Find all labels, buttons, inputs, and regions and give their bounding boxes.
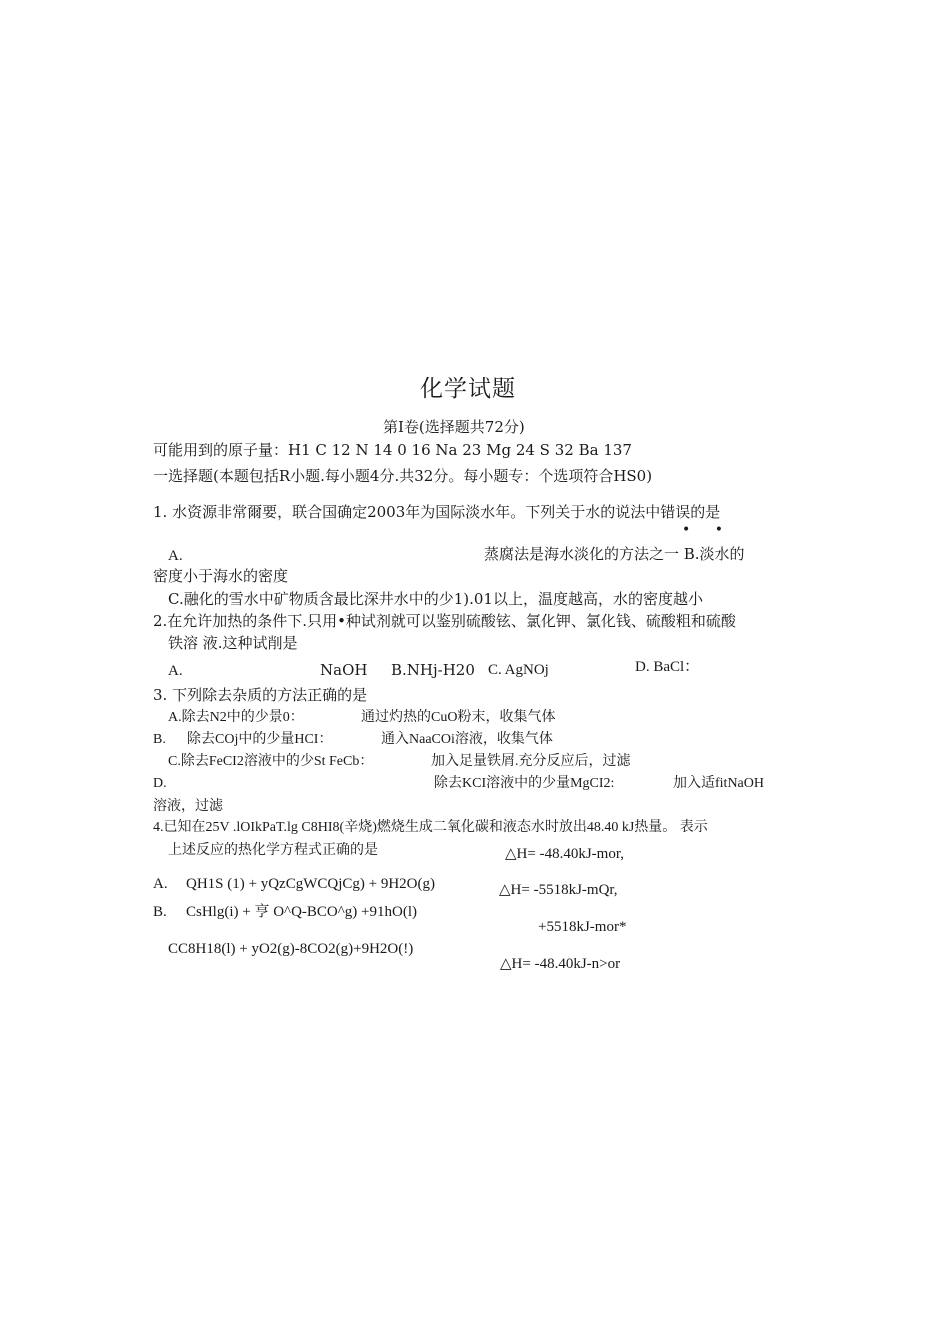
q1-option-a-letter: A.: [168, 548, 183, 564]
q4-option-a-letter: A.: [153, 876, 168, 892]
q1-emphasis-dots: • •: [682, 522, 733, 538]
q3-option-c-label: C.除去FeCI2溶液中的少St FeCb：: [168, 754, 374, 769]
q4-stem-line1: 4.已知在25V .lOIkPaT.lg C8HI8(辛烧)燃烧生成二氧化碳和液态水时放出48.40 kJ热量。 表示: [153, 820, 708, 835]
q4-option-b-letter: B.: [153, 904, 167, 920]
q2-option-b: B.NHj-H20: [391, 661, 475, 679]
q2-stem-line2: 铁溶 液.这种试削是: [168, 634, 298, 652]
q3-option-d-method: 加入适fitNaOH: [673, 776, 764, 791]
q3-option-d-continued: 溶液，过滤: [153, 798, 223, 814]
q3-option-b-label: 除去COj中的少量HCI：: [187, 732, 333, 747]
page-subtitle: 第I卷(选择题共72分): [383, 418, 525, 436]
q3-stem: 3. 下列除去杂质的方法正确的是: [153, 686, 368, 704]
q4-enthalpy-1: △H= -48.40kJ-mor,: [505, 846, 624, 862]
q2-option-d: D. BaCl：: [635, 659, 700, 675]
q3-option-d-letter: D.: [153, 776, 167, 791]
atomic-masses: 可能用到的原子量：H1 C 12 N 14 0 16 Na 23 Mg 24 S 32 Ba 137: [153, 441, 632, 459]
q4-option-c-equation: CC8H18(l) + yO2(g)-8CO2(g)+9H2O(!): [168, 941, 414, 957]
q4-stem-line2: 上述反应的热化学方程式正确的是: [168, 842, 378, 858]
q3-option-c-method: 加入足量铁屑.充分反应后，过滤: [431, 754, 631, 769]
q2-option-c: C. AgNOj: [488, 662, 549, 678]
q3-option-b-method: 通入NaaCOi溶液，收集气体: [381, 732, 553, 747]
q1-option-a-text: 蒸腐法是海水淡化的方法之一 B.淡水的: [484, 545, 745, 563]
q1-option-a-continued: 密度小于海水的密度: [153, 567, 289, 585]
q2-option-a: NaOH: [320, 661, 368, 679]
q4-option-b-equation: CsHlg(i) + 亨 O^Q-BCO^g) +91hO(l): [186, 904, 417, 920]
q4-enthalpy-2: △H= -5518kJ-mQr,: [499, 882, 618, 898]
page-title: 化学试题: [420, 376, 516, 402]
q3-option-a-label: A.除去N2中的少景0：: [168, 710, 304, 725]
q3-option-b-letter: B.: [153, 732, 166, 747]
q2-stem-line1: 2.在允许加热的条件下.只用•种试剂就可以鉴别硫酸铉、氯化钾、氯化钱、硫酸粗和硫酸: [153, 612, 736, 630]
q4-option-a-equation: QH1S (1) + yQzCgWCQjCg) + 9H2O(g): [186, 876, 435, 892]
q3-option-d-label: 除去KCI溶液中的少量MgCI2:: [434, 776, 615, 791]
q1-stem: 1. 水资源非常爾要，联合国确定2003年为国际淡水年。下列关于水的说法中错误的是: [153, 503, 721, 521]
section-header: 一选择题(本题包括R小题.每小题4分.共32分。每小题专：个选项符合HS0): [153, 467, 653, 485]
q4-enthalpy-4: △H= -48.40kJ-n>or: [500, 956, 621, 972]
q1-option-c: C.融化的雪水中矿物质含最比深井水中的少1).01以上，温度越高，水的密度越小: [168, 590, 703, 608]
q3-option-a-method: 通过灼热的CuO粉末，收集气体: [361, 710, 556, 725]
q2-option-a-letter: A.: [168, 663, 183, 679]
q4-enthalpy-3: +5518kJ-mor*: [538, 919, 627, 935]
